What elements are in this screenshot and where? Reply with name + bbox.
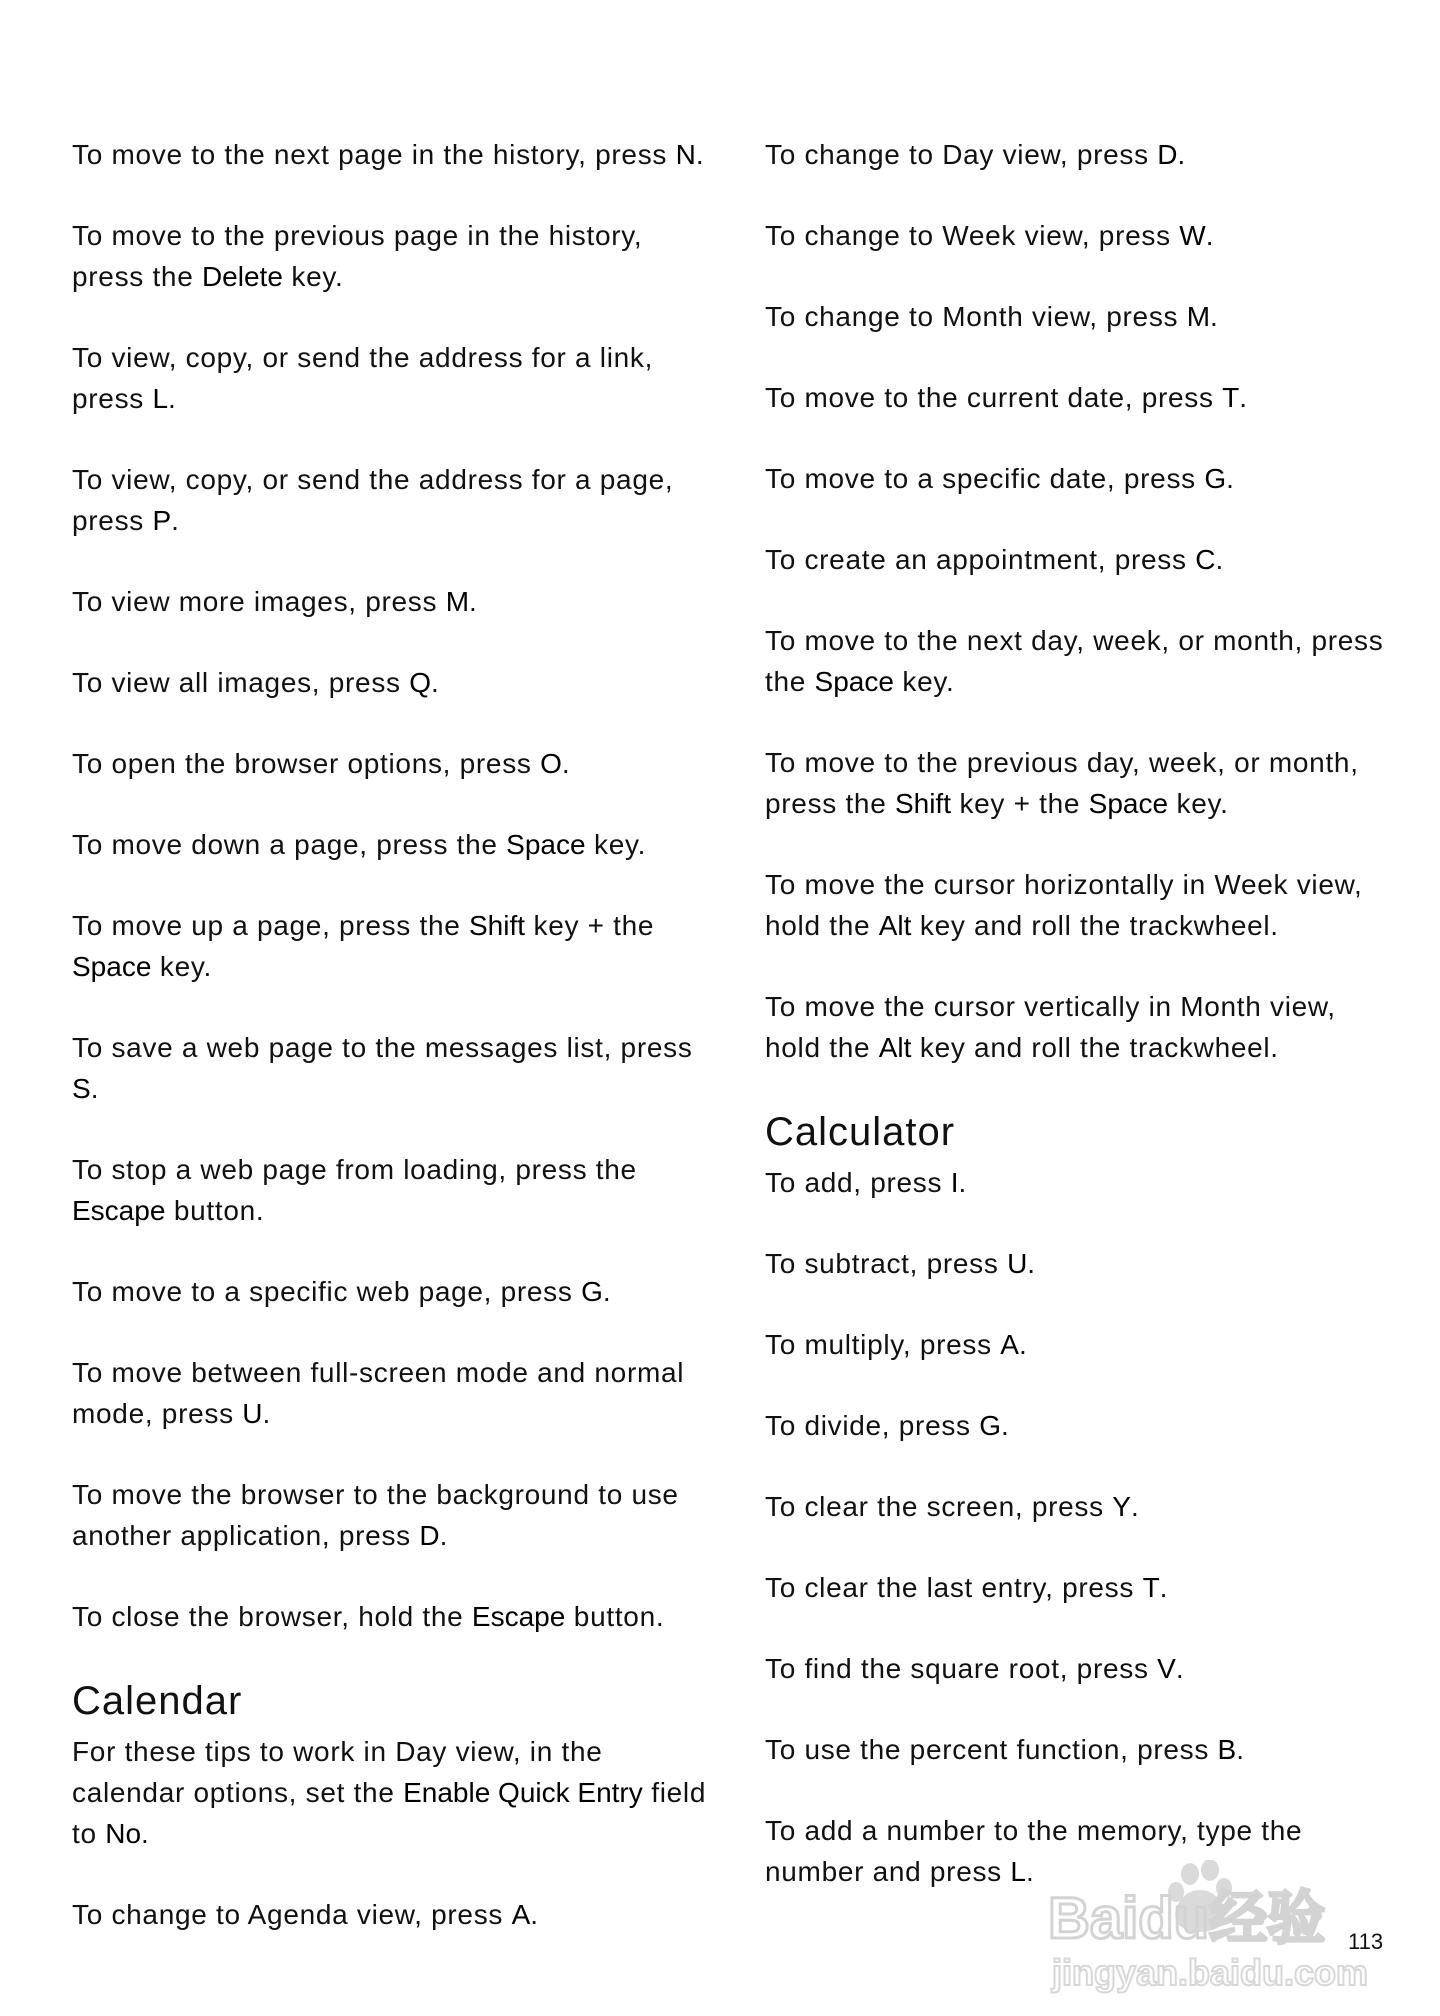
key-name: D: [419, 1520, 440, 1551]
key-name: Y: [1112, 1491, 1131, 1522]
right-tips: [765, 134, 1385, 1068]
key-name: Escape: [72, 1195, 166, 1226]
calendar-heading: Calendar: [72, 1679, 243, 1723]
tip-paragraph: To change to Agenda view, press A.: [72, 1899, 539, 1930]
tip-paragraph: To move between full-screen mode and normal mode, press U.: [72, 1357, 685, 1429]
right-column: [765, 134, 1385, 1932]
tip-paragraph: To view, copy, or send the address for a link, press L.: [72, 342, 654, 414]
tip-paragraph: For these tips to work in Day view, in the calendar options, set the Enable Quick Entry field to No.: [72, 1736, 707, 1849]
tip-paragraph: To move to the previous page in the history, press the Delete key.: [72, 220, 643, 292]
tip-paragraph: To change to Month view, press M.: [765, 301, 1219, 332]
page-number: 113: [1348, 1929, 1384, 1954]
key-name: N: [675, 139, 696, 170]
key-name: Space: [506, 829, 586, 860]
key-name: S: [72, 1073, 91, 1104]
key-name: Space: [72, 951, 152, 982]
tip-paragraph: To save a web page to the messages list, press S.: [72, 1032, 693, 1104]
key-name: T: [1222, 382, 1240, 413]
key-name: Alt: [878, 1032, 912, 1063]
tip-paragraph: To change to Week view, press W.: [765, 220, 1215, 251]
tip-paragraph: To add, press I.: [765, 1167, 967, 1198]
key-name: Shift: [894, 788, 951, 819]
key-name: G: [581, 1276, 603, 1307]
key-name: V: [1157, 1653, 1176, 1684]
key-name: No: [105, 1818, 142, 1849]
tip-paragraph: To divide, press G.: [765, 1410, 1010, 1441]
key-name: Space: [814, 666, 894, 697]
key-name: T: [1142, 1572, 1160, 1603]
key-name: C: [1195, 544, 1216, 575]
tip-paragraph: To open the browser options, press O.: [72, 748, 571, 779]
key-name: L: [152, 383, 169, 414]
tip-paragraph: To view all images, press Q.: [72, 667, 440, 698]
tip-paragraph: To view, copy, or send the address for a page, press P.: [72, 464, 674, 536]
key-name: P: [152, 505, 172, 536]
calculator-tips: [765, 1162, 1385, 1892]
tip-paragraph: To multiply, press A.: [765, 1329, 1028, 1360]
tip-paragraph: To view more images, press M.: [72, 586, 478, 617]
left-tips: [72, 134, 712, 1637]
tip-paragraph: To move to the current date, press T.: [765, 382, 1248, 413]
key-name: Enable Quick Entry: [403, 1777, 643, 1808]
key-name: A: [511, 1899, 531, 1930]
tip-paragraph: To find the square root, press V.: [765, 1653, 1185, 1684]
key-name: G: [979, 1410, 1001, 1441]
key-name: Delete: [201, 261, 283, 292]
tip-paragraph: To move the browser to the background to use another application, press D.: [72, 1479, 679, 1551]
tip-paragraph: To move up a page, press the Shift key + the Space key.: [72, 910, 655, 982]
tip-paragraph: To move the cursor horizontally in Week view, hold the Alt key and roll the trackwheel.: [765, 869, 1363, 941]
key-name: U: [242, 1398, 263, 1429]
key-name: Q: [409, 667, 431, 698]
calendar-tips: [72, 1731, 712, 1935]
key-name: D: [1157, 139, 1178, 170]
tip-paragraph: To stop a web page from loading, press the Escape button.: [72, 1154, 637, 1226]
key-name: I: [950, 1167, 959, 1198]
tip-paragraph: To move to a specific date, press G.: [765, 463, 1235, 494]
key-name: A: [1000, 1329, 1019, 1360]
key-name: B: [1217, 1734, 1237, 1765]
tip-paragraph: To use the percent function, press B.: [765, 1734, 1245, 1765]
tip-paragraph: To create an appointment, press C.: [765, 544, 1224, 575]
key-name: M: [445, 586, 470, 617]
tip-paragraph: To move to the previous day, week, or month, press the Shift key + the Space key.: [765, 747, 1359, 819]
key-name: Escape: [471, 1601, 566, 1632]
tip-paragraph: To clear the last entry, press T.: [765, 1572, 1169, 1603]
tip-paragraph: To close the browser, hold the Escape button.: [72, 1601, 665, 1632]
tip-paragraph: To move to the next day, week, or month, press the Space key.: [765, 625, 1384, 697]
baidu-watermark-logo: [1040, 1860, 1370, 1995]
key-name: Alt: [878, 910, 912, 941]
calculator-heading: Calculator: [765, 1110, 956, 1154]
watermark-logo-text: Baidu经验: [1048, 1886, 1326, 1951]
tip-paragraph: To clear the screen, press Y.: [765, 1491, 1140, 1522]
left-column: [72, 134, 712, 1975]
key-name: G: [1204, 463, 1227, 494]
tip-paragraph: To add a number to the memory, type the number and press L.: [765, 1815, 1303, 1887]
key-name: L: [1010, 1856, 1026, 1887]
key-name: W: [1179, 220, 1206, 251]
tip-paragraph: To move to a specific web page, press G.: [72, 1276, 612, 1307]
key-name: O: [540, 748, 562, 779]
key-name: U: [1007, 1248, 1028, 1279]
tip-paragraph: To move the cursor vertically in Month view, hold the Alt key and roll the trackwheel.: [765, 991, 1336, 1063]
key-name: Shift: [468, 910, 526, 941]
watermark-url-text: jingyan.baidu.com: [1052, 1952, 1369, 1993]
tip-paragraph: To subtract, press U.: [765, 1248, 1036, 1279]
key-name: M: [1186, 301, 1211, 332]
tip-paragraph: To move to the next page in the history, press N.: [72, 139, 705, 170]
key-name: Space: [1088, 788, 1169, 819]
tip-paragraph: To change to Day view, press D.: [765, 139, 1186, 170]
tip-paragraph: To move down a page, press the Space key.: [72, 829, 647, 860]
